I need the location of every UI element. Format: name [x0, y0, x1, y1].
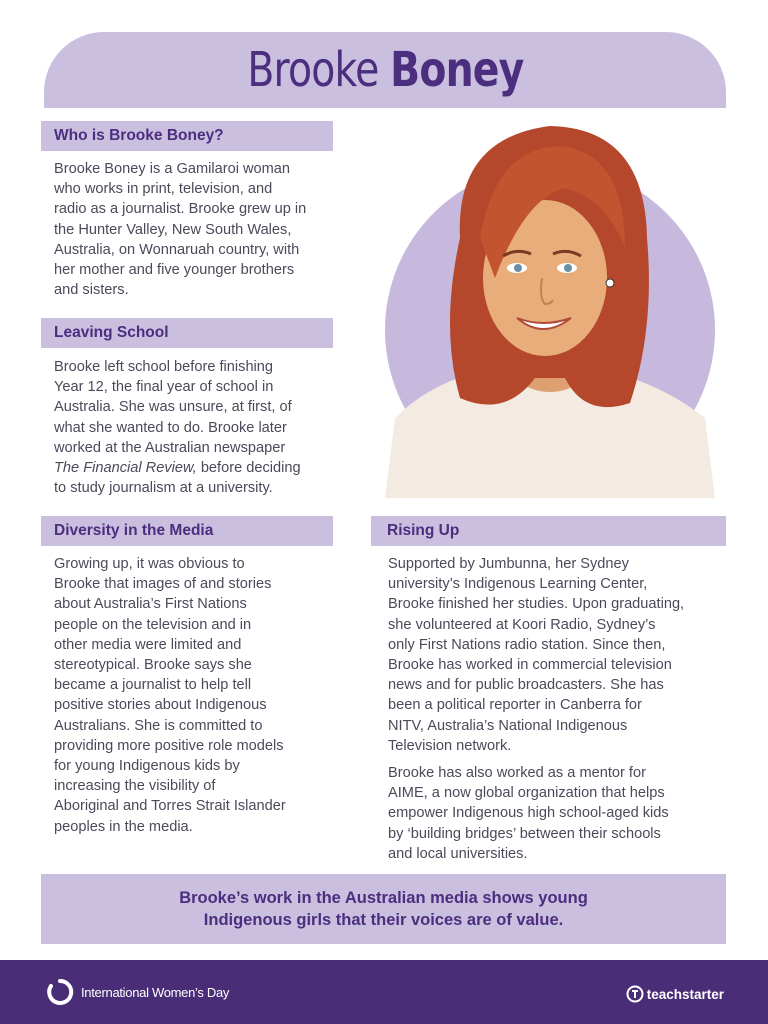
quote-box: [41, 874, 726, 944]
section-body-rising-up: [388, 554, 718, 871]
text-line: Growing up, it was obvious to: [54, 556, 245, 572]
text-fragment: before deciding: [196, 460, 301, 477]
text-line: increasing the visibility of: [54, 778, 216, 795]
text-line: providing more positive role models: [54, 737, 284, 754]
text-line: for young Indigenous kids by: [54, 758, 240, 775]
paragraph: [388, 554, 718, 756]
text-line: what she wanted to do. Brooke later: [54, 419, 287, 436]
section-heading-diversity: Diversity in the Media: [41, 516, 333, 546]
text-line: other media were limited and: [54, 636, 242, 653]
section-body-diversity: [54, 554, 339, 837]
teachstarter-brand: [626, 985, 724, 1003]
footer: [0, 960, 768, 1024]
text-line: NITV, Australia’s National Indigenous: [388, 717, 628, 734]
text-line: Brooke finished her studies. Upon graduating,: [388, 596, 685, 613]
text-line: she volunteered at Koori Radio, Sydney’s: [388, 616, 656, 633]
text-line: Television network.: [388, 737, 512, 754]
portrait-illustration: [385, 118, 715, 498]
text-line: radio as a journalist. Brooke grew up in: [54, 201, 307, 218]
iwd-label: International Women’s Day: [81, 984, 230, 1000]
newspaper-title: The Financial Review,: [54, 460, 197, 477]
text-line: Australia, on Wonnaruah country, with: [54, 241, 300, 258]
text-line: Brooke that images of and stories: [54, 576, 272, 593]
section-heading-who: Who is Brooke Boney?: [41, 121, 333, 151]
text-line: people on the television and in: [54, 616, 252, 633]
text-line: about Australia’s First Nations: [54, 596, 247, 613]
text-line: peoples in the media.: [54, 818, 193, 835]
text-line: the Hunter Valley, New South Wales,: [54, 221, 292, 238]
text-line: Brooke left school before finishing: [54, 359, 274, 375]
section-heading-leaving-school: Leaving School: [41, 318, 333, 348]
teachstarter-logo-icon: [626, 985, 644, 1003]
quote-line: Brooke’s work in the Australian media shows young: [179, 889, 588, 907]
title-banner: [44, 32, 726, 108]
text-line: Brooke has also worked as a mentor for: [388, 765, 646, 782]
title-last-name: Boney: [389, 42, 524, 98]
text-line: Australia. She was unsure, at first, of: [54, 399, 292, 416]
text-line: university’s Indigenous Learning Center,: [388, 576, 648, 593]
text-line: Brooke Boney is a Gamilaroi woman: [54, 161, 291, 177]
teachstarter-label: teachstarter: [646, 986, 724, 1002]
text-line: been a political reporter in Canberra for: [388, 697, 642, 714]
text-line: and sisters.: [54, 282, 129, 299]
section-body-who: [54, 159, 339, 300]
text-line: became a journalist to help tell: [54, 677, 252, 694]
text-line: by ‘building bridges’ between their schools: [388, 825, 661, 842]
section-heading-rising-up: Rising Up: [371, 516, 726, 546]
iwd-brand: [46, 978, 229, 1006]
text-line: [54, 458, 339, 478]
text-line: who works in print, television, and: [54, 181, 273, 198]
page-title: [247, 42, 523, 98]
text-line: worked at the Australian newspaper: [54, 439, 286, 456]
text-line: Brooke has worked in commercial television: [388, 657, 672, 674]
paragraph: [388, 763, 718, 864]
title-first-name: Brooke: [246, 42, 379, 98]
text-line: empower Indigenous high school-aged kids: [388, 805, 669, 822]
text-line: to study journalism at a university.: [54, 480, 273, 497]
text-line: stereotypical. Brooke says she: [54, 657, 252, 674]
text-line: news and for public broadcasters. She has: [388, 677, 664, 694]
text-line: Aboriginal and Torres Strait Islander: [54, 798, 286, 815]
section-body-leaving-school: [54, 357, 339, 498]
text-line: Year 12, the final year of school in: [54, 379, 274, 396]
text-line: Australians. She is committed to: [54, 717, 263, 734]
text-line: and local universities.: [388, 845, 528, 862]
text-line: her mother and five younger brothers: [54, 262, 295, 279]
text-line: positive stories about Indigenous: [54, 697, 267, 714]
text-line: Supported by Jumbunna, her Sydney: [388, 556, 629, 572]
text-line: only First Nations radio station. Since then,: [388, 636, 666, 653]
text-line: AIME, a now global organization that helps: [388, 785, 665, 802]
quote-line: Indigenous girls that their voices are of value.: [203, 911, 564, 929]
iwd-circle-logo-icon: [46, 978, 74, 1006]
